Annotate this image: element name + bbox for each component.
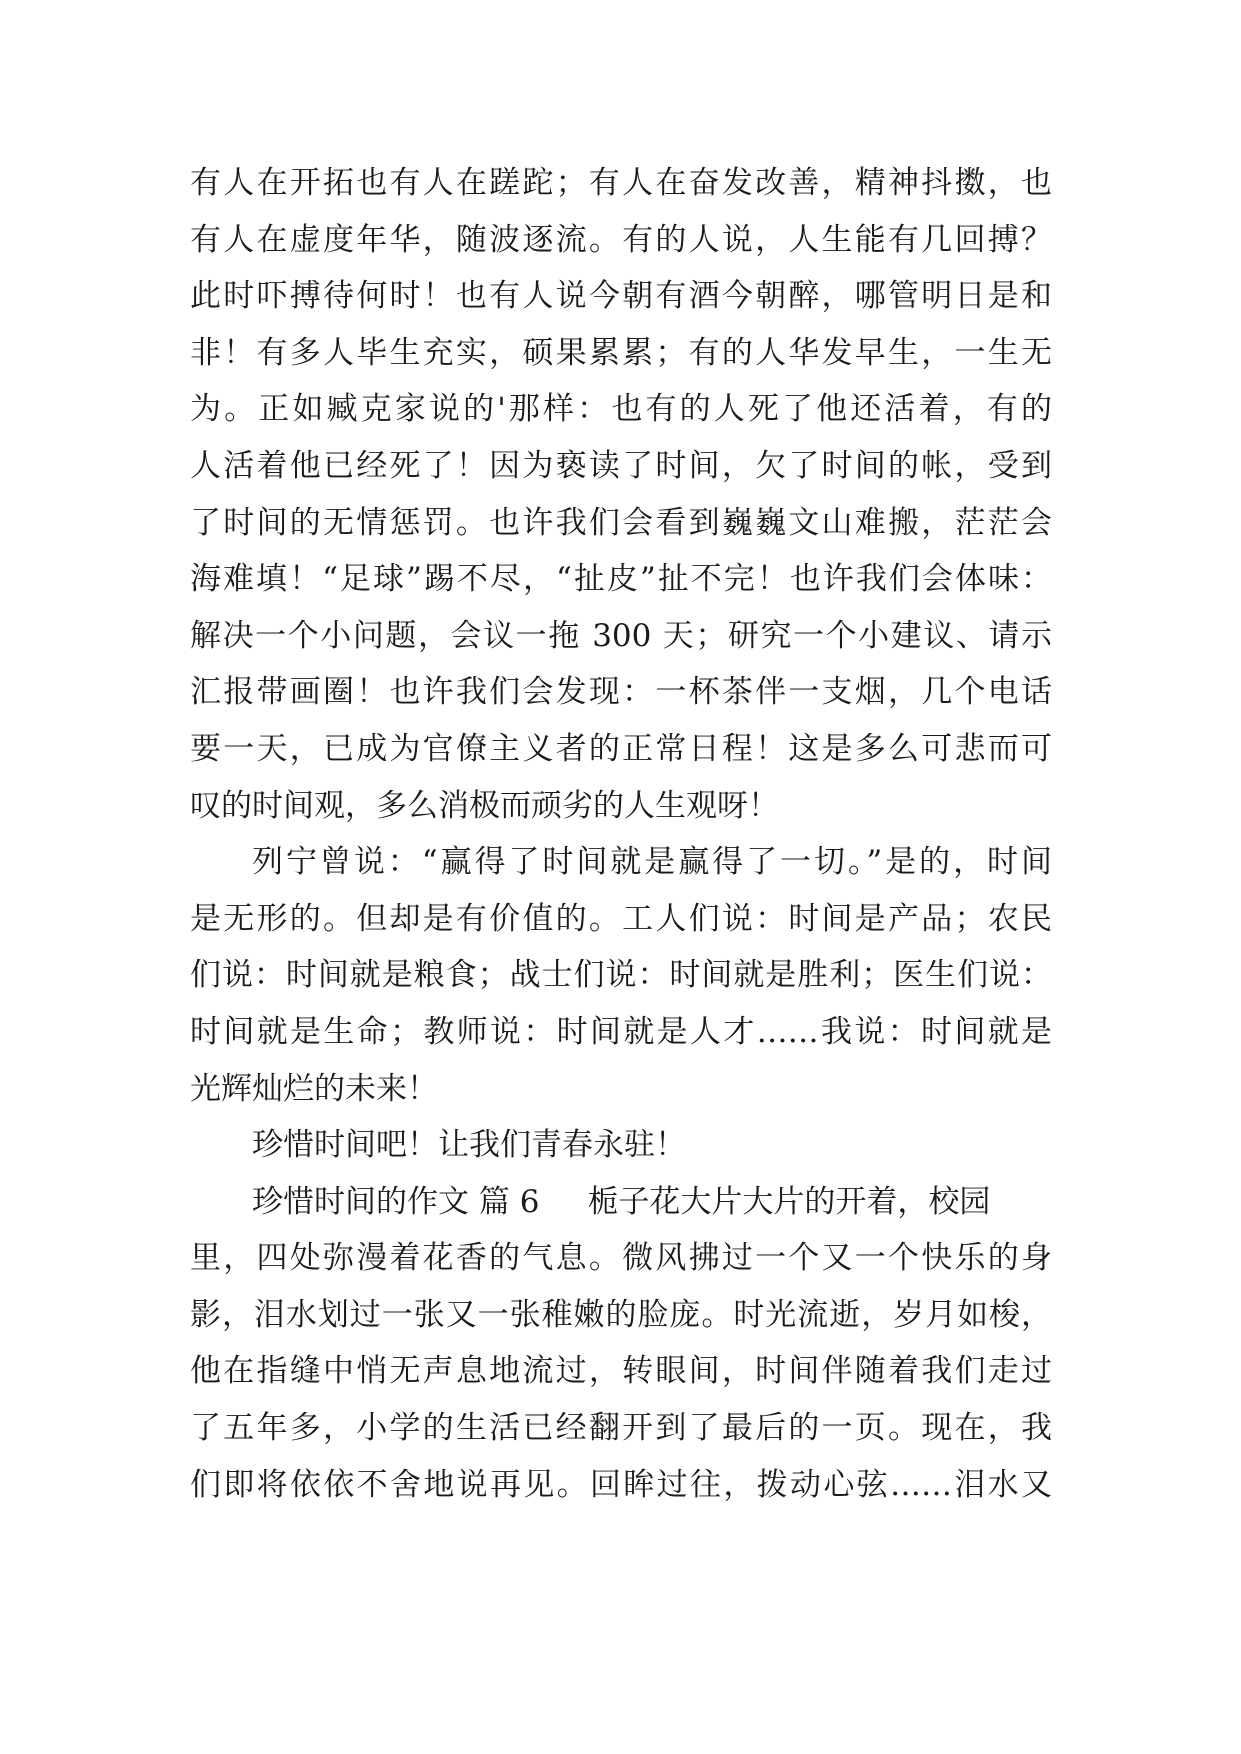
document-page bbox=[190, 155, 1052, 1513]
paragraph-first-line: 列宁曾说：“赢得了时间就是赢得了一切。”是的，时间 bbox=[252, 844, 1052, 881]
text-line: 们说：时间就是粮食；战士们说：时间就是胜利；医生们说： bbox=[190, 957, 1052, 994]
text-line: 们即将依依不舍地说再见。回眸过往，拨动心弦……泪水又 bbox=[190, 1466, 1052, 1503]
section-heading: 珍惜时间的作文 篇 6 bbox=[252, 1183, 540, 1220]
text-line: 解决一个小问题，会议一拖 300 天；研究一个小建议、请示 bbox=[190, 617, 1052, 654]
text-line: 有人在虚度年华，随波逐流。有的人说，人生能有几回搏？ bbox=[190, 221, 1052, 258]
text-line: 里，四处弥漫着花香的气息。微风拂过一个又一个快乐的身 bbox=[190, 1240, 1052, 1277]
text-line: 人活着他已经死了！因为亵读了时间，欠了时间的帐，受到 bbox=[190, 447, 1052, 484]
text-line: 了时间的无情惩罚。也许我们会看到巍巍文山难搬，茫茫会 bbox=[190, 504, 1052, 541]
text-line: 有人在开拓也有人在蹉跎；有人在奋发改善，精神抖擞，也 bbox=[190, 165, 1052, 201]
paragraph-first-line: 珍惜时间吧！让我们青春永驻！ bbox=[252, 1127, 686, 1164]
text-line: 汇报带画圈！也许我们会发现：一杯茶伴一支烟，几个电话 bbox=[190, 674, 1052, 711]
section-heading-line bbox=[190, 1174, 1052, 1231]
text-line: 非！有多人毕生充实，硕果累累；有的人华发早生，一生无 bbox=[190, 334, 1052, 371]
text-line: 海难填！“足球”踢不尽，“扯皮”扯不完！也许我们会体味： bbox=[190, 561, 1052, 598]
text-line: 此时吓搏待何时！也有人说今朝有酒今朝醉，哪管明日是和 bbox=[190, 278, 1052, 315]
text-line: 叹的时间观，多么消极而顽劣的人生观呀！ bbox=[190, 787, 779, 824]
text-fragment: 栀子花大片大片的开着，校园 bbox=[587, 1183, 991, 1220]
text-line: 影，泪水划过一张又一张稚嫩的脸庞。时光流逝，岁月如梭， bbox=[190, 1296, 1052, 1333]
text-line: 了五年多，小学的生活已经翻开到了最后的一页。现在，我 bbox=[190, 1410, 1052, 1447]
text-line: 是无形的。但却是有价值的。工人们说：时间是产品；农民 bbox=[190, 900, 1052, 937]
text-line: 时间就是生命；教师说：时间就是人才……我说：时间就是 bbox=[190, 1013, 1052, 1050]
text-line: 为。正如臧克家说的'那样：也有的人死了他还活着，有的 bbox=[190, 391, 1052, 428]
text-line: 光辉灿烂的未来！ bbox=[190, 1070, 438, 1107]
text-line: 要一天，已成为官僚主义者的正常日程！这是多么可悲而可 bbox=[190, 730, 1052, 767]
text-line: 他在指缝中悄无声息地流过，转眼间，时间伴随着我们走过 bbox=[190, 1353, 1052, 1390]
